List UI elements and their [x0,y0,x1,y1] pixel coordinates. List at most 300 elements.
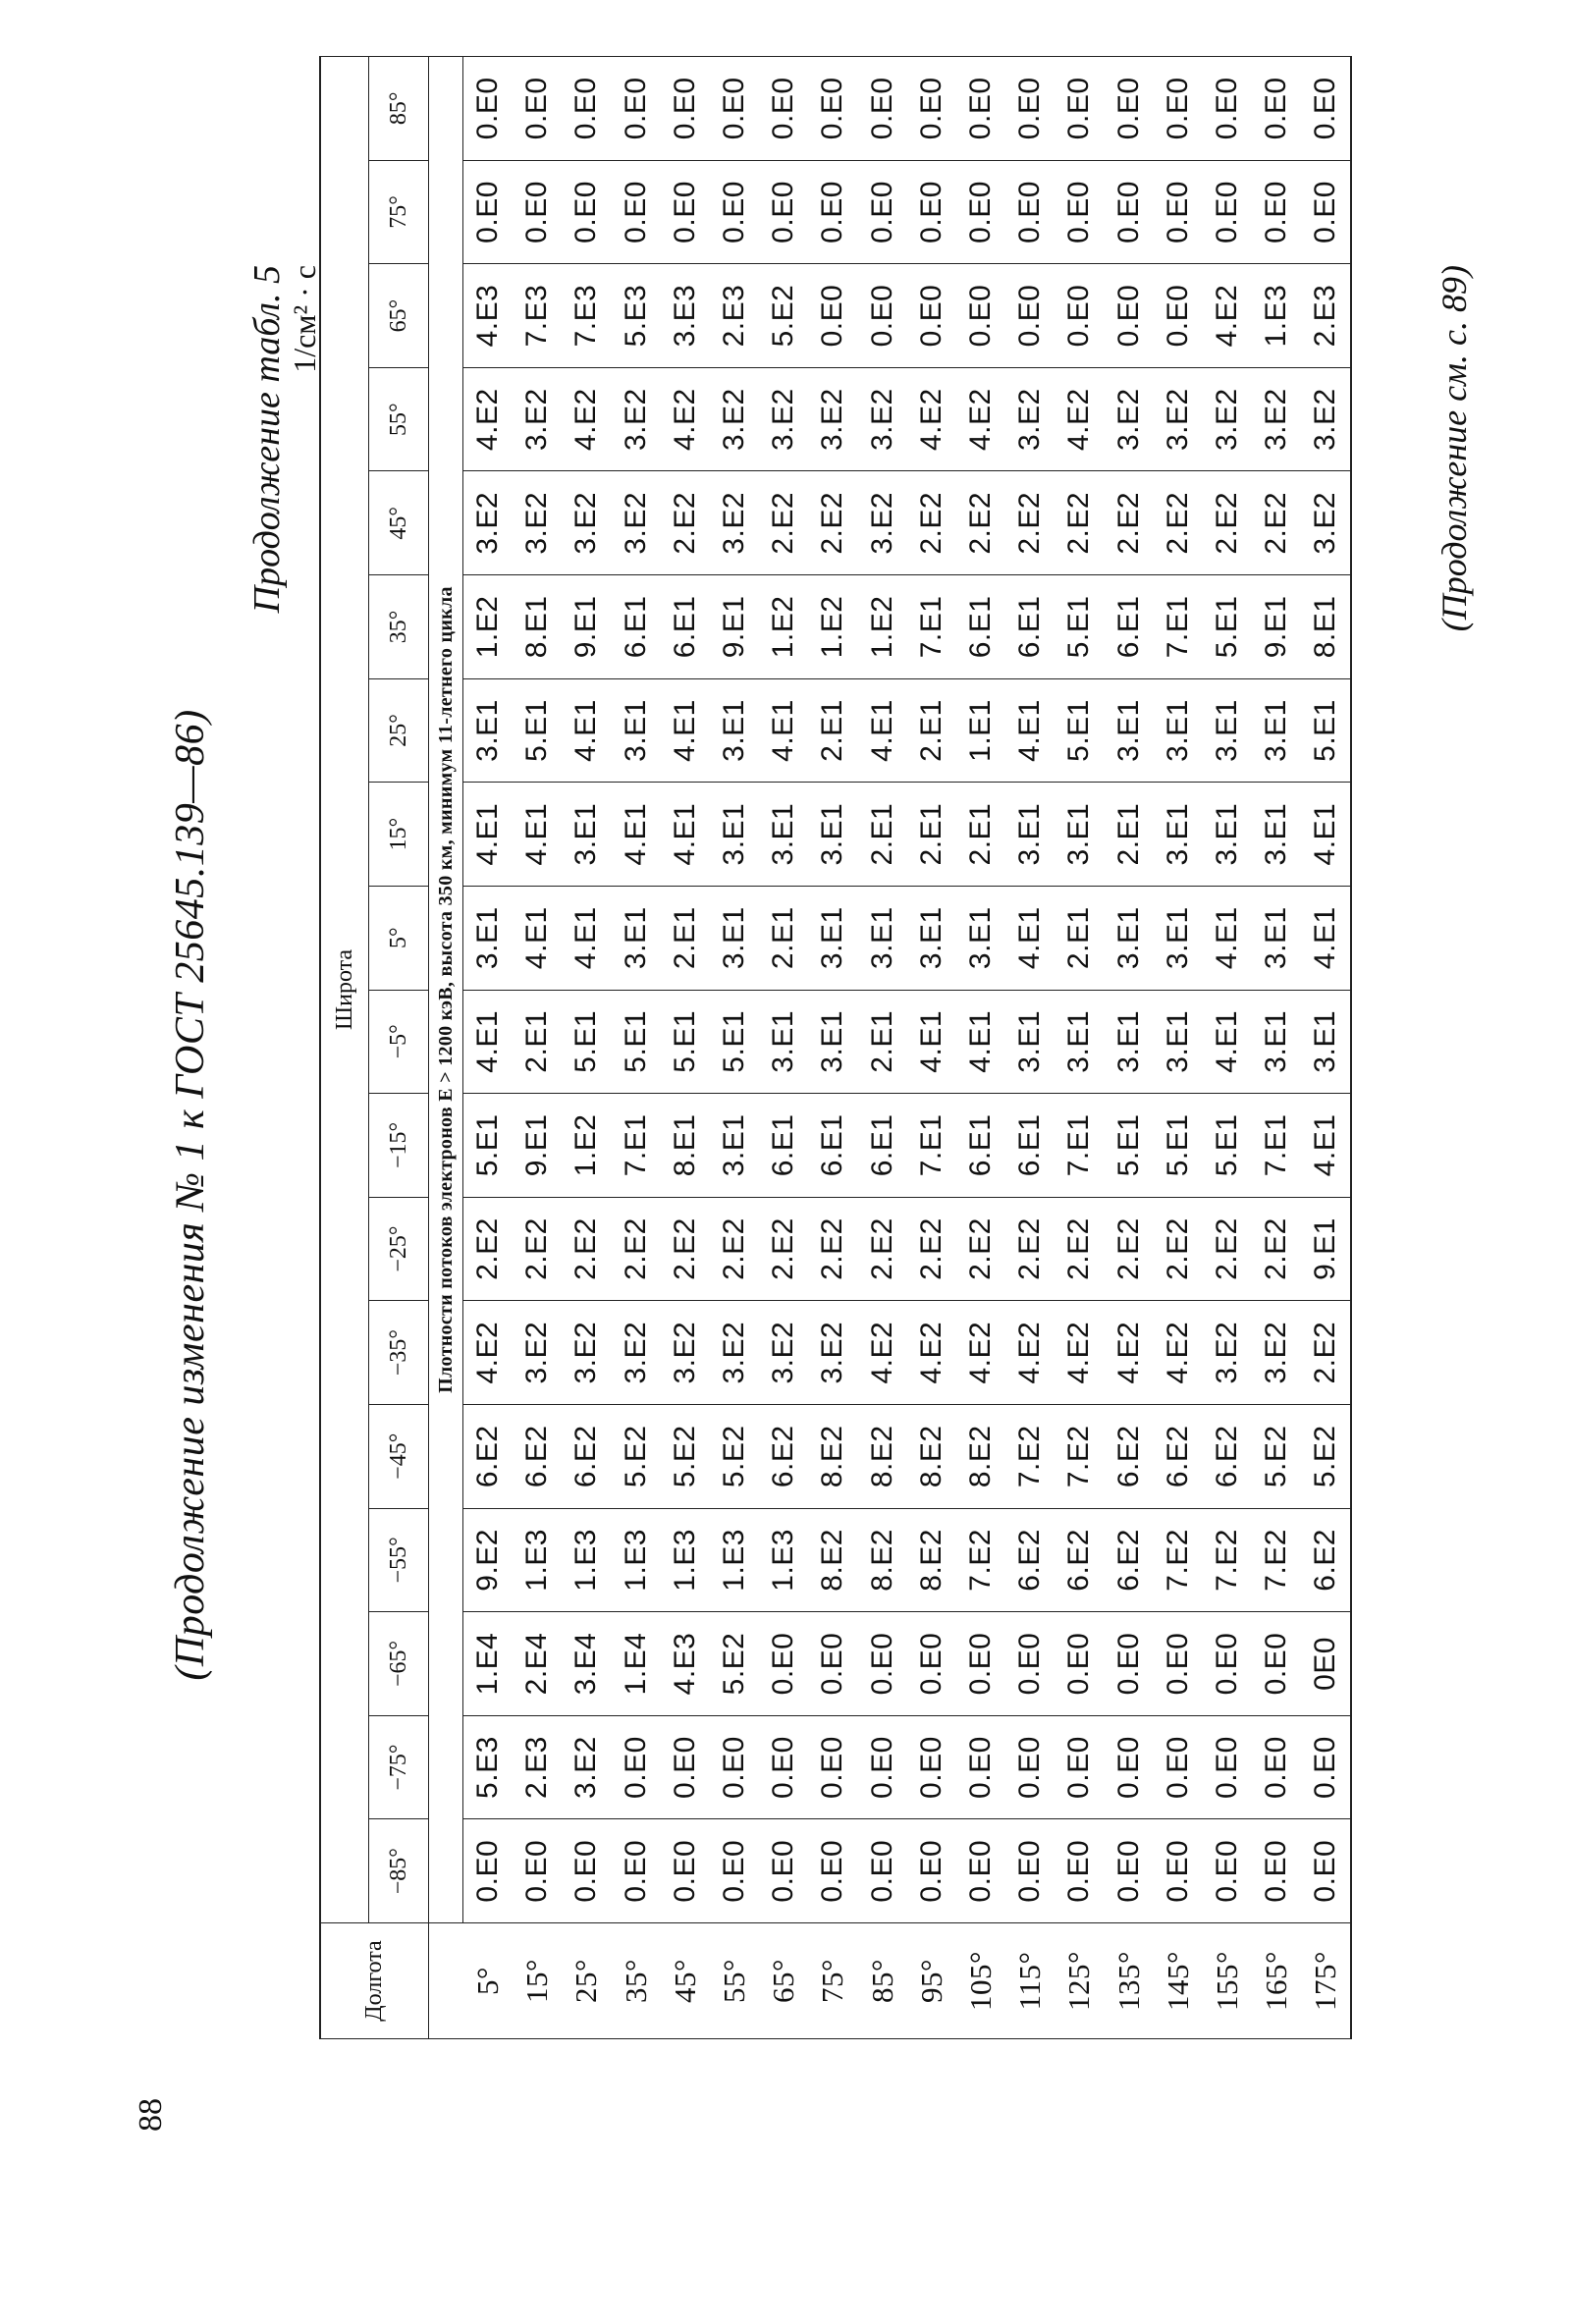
flux-value-cell: 2.E2 [661,1197,710,1301]
flux-value-cell: 8.E2 [808,1404,857,1508]
table-row [1055,57,1104,2039]
flux-value-cell: 9.E1 [513,1094,562,1198]
longitude-cell: 135° [1104,1923,1153,2039]
flux-value-cell: 3.E2 [858,471,907,575]
flux-value-cell: 7.E3 [513,264,562,368]
subheader-row [429,57,463,2039]
flux-value-cell: 3.E1 [1252,678,1301,783]
flux-value-cell: 0.E0 [858,160,907,264]
table-row [808,57,857,2039]
flux-value-cell: 0.E0 [759,160,808,264]
flux-value-cell: 7.E1 [907,575,956,679]
flux-value-cell: 0.E0 [1203,1819,1252,1923]
flux-value-cell: 5.E1 [612,990,661,1094]
flux-value-cell: 2.E1 [661,886,710,990]
longitude-cell: 45° [661,1923,710,2039]
flux-value-cell: 6.E1 [759,1094,808,1198]
flux-value-cell: 3.E2 [858,367,907,471]
flux-value-cell: 0.E0 [1055,160,1104,264]
flux-value-cell: 3.E1 [759,990,808,1094]
table-row [1154,57,1203,2039]
flux-value-cell: 3.E2 [808,1301,857,1405]
flux-value-cell: 5.E2 [710,1612,759,1716]
flux-value-cell: 5.E1 [562,990,611,1094]
flux-value-cell: 0.E0 [1055,1819,1104,1923]
flux-value-cell: 3.E1 [562,783,611,887]
flux-value-cell: 3.E2 [759,1301,808,1405]
flux-value-cell: 3.E1 [612,678,661,783]
flux-value-cell: 0.E0 [612,57,661,161]
longitude-cell: 55° [710,1923,759,2039]
flux-value-cell: 7.E3 [562,264,611,368]
flux-value-cell: 4.E1 [661,783,710,887]
flux-value-cell: 3.E4 [562,1612,611,1716]
latitude-col-header: −55° [369,1508,429,1612]
latitude-col-header: 65° [369,264,429,368]
flux-value-cell: 5.E2 [1252,1404,1301,1508]
flux-value-cell: 5.E1 [1154,1094,1203,1198]
flux-value-cell: 3.E2 [513,1301,562,1405]
flux-value-cell: 0.E0 [1154,1612,1203,1716]
flux-value-cell: 3.E1 [710,783,759,887]
latitude-col-header: 15° [369,783,429,887]
flux-value-cell: 0.E0 [1055,1715,1104,1819]
longitude-cell: 175° [1301,1923,1351,2039]
flux-value-cell: 2.E2 [1252,1197,1301,1301]
table-row [513,57,562,2039]
flux-value-cell: 0.E0 [1005,1715,1055,1819]
flux-value-cell: 3.E2 [612,1301,661,1405]
latitude-col-header: −5° [369,990,429,1094]
flux-value-cell: 0.E0 [956,264,1005,368]
flux-value-cell: 0.E0 [1055,264,1104,368]
flux-value-cell: 3.E2 [759,367,808,471]
flux-value-cell: 0.E0 [858,264,907,368]
flux-value-cell: 7.E1 [1055,1094,1104,1198]
flux-value-cell: 0.E0 [1104,264,1153,368]
flux-value-cell: 2.E2 [513,1197,562,1301]
flux-value-cell: 3.E1 [1154,678,1203,783]
flux-value-cell: 3.E1 [710,886,759,990]
flux-value-cell: 0.E0 [907,1612,956,1716]
flux-value-cell: 0.E0 [1005,1612,1055,1716]
flux-value-cell: 0.E0 [661,160,710,264]
flux-value-cell: 3.E1 [1104,886,1153,990]
flux-value-cell: 0.E0 [1203,1612,1252,1716]
flux-value-cell: 3.E1 [612,886,661,990]
flux-value-cell: 0.E0 [661,1715,710,1819]
flux-value-cell: 0.E0 [1005,160,1055,264]
flux-value-cell: 3.E1 [759,783,808,887]
table-row [1301,57,1351,2039]
flux-value-cell: 1.E3 [513,1508,562,1612]
latitude-col-header: 75° [369,160,429,264]
flux-value-cell: 1.E3 [562,1508,611,1612]
flux-value-cell: 5.E1 [463,1094,514,1198]
flux-value-cell: 4.E1 [562,678,611,783]
flux-value-cell: 7.E1 [1252,1094,1301,1198]
table-row [1104,57,1153,2039]
flux-value-cell: 0.E0 [1005,1819,1055,1923]
latitude-col-header: −65° [369,1612,429,1716]
flux-value-cell: 0.E0 [858,1612,907,1716]
latitude-col-header: 25° [369,678,429,783]
flux-value-cell: 0.E0 [956,160,1005,264]
electron-flux-table [319,56,1352,2039]
flux-value-cell: 6.E1 [612,575,661,679]
flux-value-cell: 0.E0 [907,160,956,264]
flux-value-cell: 1.E3 [661,1508,710,1612]
flux-value-cell: 0.E0 [808,1612,857,1716]
flux-value-cell: 6.E1 [1005,1094,1055,1198]
longitude-cell: 95° [907,1923,956,2039]
flux-value-cell: 4.E2 [661,367,710,471]
flux-value-cell: 4.E2 [907,367,956,471]
flux-value-cell: 2.E2 [1055,1197,1104,1301]
flux-value-cell: 4.E1 [661,678,710,783]
flux-value-cell: 4.E2 [463,1301,514,1405]
flux-value-cell: 0.E0 [1104,160,1153,264]
flux-value-cell: 3.E1 [1301,990,1351,1094]
flux-value-cell: 2.E2 [907,1197,956,1301]
longitude-cell: 25° [562,1923,611,2039]
flux-value-cell: 0.E0 [1252,160,1301,264]
flux-value-cell: 6.E2 [1055,1508,1104,1612]
flux-value-cell: 0.E0 [808,1819,857,1923]
flux-value-cell: 0.E0 [1005,57,1055,161]
flux-value-cell: 2.E2 [858,1197,907,1301]
flux-value-cell: 5.E1 [710,990,759,1094]
latitude-col-header: 35° [369,575,429,679]
flux-value-cell: 6.E1 [1104,575,1153,679]
flux-value-cell: 1.E2 [562,1094,611,1198]
flux-value-cell: 6.E1 [858,1094,907,1198]
longitude-cell: 75° [808,1923,857,2039]
flux-value-cell: 2.E2 [1203,471,1252,575]
flux-value-cell: 2.E2 [808,1197,857,1301]
latitude-header: Широта [320,57,369,1923]
flux-value-cell: 0.E0 [1203,160,1252,264]
flux-value-cell: 9.E2 [463,1508,514,1612]
flux-value-cell: 3.E1 [463,678,514,783]
longitude-cell: 105° [956,1923,1005,2039]
flux-value-cell: 3.E1 [1252,886,1301,990]
flux-value-cell: 0.E0 [1154,57,1203,161]
latitude-col-header: 55° [369,367,429,471]
flux-value-cell: 3.E1 [1203,783,1252,887]
flux-value-cell: 4.E1 [1203,886,1252,990]
flux-value-cell: 3.E1 [858,886,907,990]
flux-value-cell: 0.E0 [956,1612,1005,1716]
flux-value-cell: 2.E2 [1005,1197,1055,1301]
flux-value-cell: 4.E1 [562,886,611,990]
flux-value-cell: 1.E3 [710,1508,759,1612]
flux-value-cell: 2.E1 [808,678,857,783]
table-row [907,57,956,2039]
flux-value-cell: 2.E4 [513,1612,562,1716]
flux-value-cell: 7.E1 [907,1094,956,1198]
flux-value-cell: 6.E1 [956,575,1005,679]
flux-value-cell: 0.E0 [612,160,661,264]
flux-value-cell: 0.E0 [759,1612,808,1716]
flux-value-cell: 3.E1 [1005,990,1055,1094]
flux-value-cell: 0.E0 [1252,1715,1301,1819]
flux-value-cell: 3.E3 [661,264,710,368]
flux-value-cell: 3.E1 [1252,783,1301,887]
flux-value-cell: 0.E0 [710,1819,759,1923]
flux-value-cell: 7.E2 [1055,1404,1104,1508]
flux-value-cell: 4.E1 [956,990,1005,1094]
flux-value-cell: 2.E1 [907,678,956,783]
flux-value-cell: 0.E0 [463,1819,514,1923]
flux-value-cell: 3.E1 [710,1094,759,1198]
flux-value-cell: 0.E0 [463,57,514,161]
longitude-cell: 165° [1252,1923,1301,2039]
flux-value-cell: 2.E1 [513,990,562,1094]
flux-value-cell: 2.E1 [1104,783,1153,887]
flux-value-cell: 6.E1 [1005,575,1055,679]
flux-value-cell: 0.E0 [710,57,759,161]
flux-value-cell: 3.E2 [1104,367,1153,471]
flux-value-cell: 6.E2 [1104,1508,1153,1612]
latitude-header-row [369,57,429,2039]
flux-value-cell: 3.E1 [907,886,956,990]
flux-value-cell: 3.E1 [1055,783,1104,887]
flux-value-cell: 0.E0 [1104,57,1153,161]
flux-value-cell: 4.E1 [907,990,956,1094]
flux-value-cell: 4.E1 [1005,886,1055,990]
longitude-cell: 125° [1055,1923,1104,2039]
flux-value-cell: 4.E2 [858,1301,907,1405]
flux-value-cell: 2.E2 [661,471,710,575]
flux-value-cell: 4.E2 [1005,1301,1055,1405]
flux-value-cell: 5.E1 [1301,678,1351,783]
flux-value-cell: 4.E1 [1005,678,1055,783]
flux-value-cell: 0.E0 [907,1715,956,1819]
flux-value-cell: 4.E2 [1203,264,1252,368]
flux-value-cell: 8.E2 [907,1508,956,1612]
flux-value-cell: 3.E2 [1301,471,1351,575]
flux-value-cell: 6.E2 [463,1404,514,1508]
flux-value-cell: 2.E1 [759,886,808,990]
flux-value-cell: 3.E2 [661,1301,710,1405]
flux-value-cell: 3.E2 [1252,1301,1301,1405]
flux-value-cell: 0.E0 [1104,1819,1153,1923]
page-header: (Продолжение изменения № 1 к ГОСТ 25645.139—86) [168,709,213,1681]
flux-value-cell: 4.E1 [1301,783,1351,887]
flux-value-cell: 0.E0 [1301,1715,1351,1819]
flux-value-cell: 4.E1 [513,783,562,887]
flux-value-cell: 1.E1 [956,678,1005,783]
latitude-col-header: 85° [369,57,429,161]
flux-value-cell: 9.E1 [710,575,759,679]
flux-value-cell: 2.E1 [907,783,956,887]
flux-value-cell: 3.E1 [1203,678,1252,783]
flux-value-cell: 2.E1 [956,783,1005,887]
flux-value-cell: 6.E2 [1203,1404,1252,1508]
flux-value-cell: 7.E1 [1154,575,1203,679]
flux-value-cell: 2.E2 [1154,1197,1203,1301]
flux-value-cell: 0.E0 [1203,57,1252,161]
flux-value-cell: 4.E2 [956,367,1005,471]
flux-value-cell: 4.E2 [1055,367,1104,471]
flux-value-cell: 4.E1 [513,886,562,990]
flux-value-cell: 1.E4 [612,1612,661,1716]
flux-value-cell: 8.E1 [661,1094,710,1198]
flux-value-cell: 0.E0 [1104,1612,1153,1716]
flux-value-cell: 0.E0 [1301,160,1351,264]
flux-value-cell: 6.E2 [562,1404,611,1508]
flux-value-cell: 0.E0 [907,57,956,161]
flux-value-cell: 3.E2 [710,1301,759,1405]
subheader-spacer [429,1923,463,2039]
flux-value-cell: 5.E3 [463,1715,514,1819]
flux-value-cell: 4.E2 [1154,1301,1203,1405]
flux-value-cell: 0.E0 [808,1715,857,1819]
footer-continuation: (Продолжение см. с. 89) [1434,265,1474,632]
latitude-col-header: −85° [369,1819,429,1923]
flux-value-cell: 0.E0 [463,160,514,264]
flux-value-cell: 7.E1 [612,1094,661,1198]
flux-value-cell: 4.E2 [562,367,611,471]
flux-value-cell: 4.E1 [1301,886,1351,990]
table-row [612,57,661,2039]
flux-value-cell: 0.E0 [513,57,562,161]
flux-value-cell: 4.E2 [907,1301,956,1405]
longitude-header: Долгота [320,1923,429,2039]
flux-value-cell: 5.E2 [759,264,808,368]
longitude-cell: 85° [858,1923,907,2039]
table-row [562,57,611,2039]
flux-value-cell: 3.E1 [808,783,857,887]
flux-value-cell: 0.E0 [513,1819,562,1923]
flux-value-cell: 4.E1 [759,678,808,783]
flux-value-cell: 0.E0 [661,1819,710,1923]
latitude-col-header: 45° [369,471,429,575]
flux-value-cell: 2.E2 [956,1197,1005,1301]
flux-value-cell: 0.E0 [907,1819,956,1923]
flux-value-cell: 8.E1 [513,575,562,679]
flux-value-cell: 2.E2 [1301,1301,1351,1405]
flux-value-cell: 0.E0 [710,1715,759,1819]
flux-value-cell: 8.E2 [907,1404,956,1508]
flux-value-cell: 5.E1 [1203,575,1252,679]
flux-value-cell: 3.E1 [1154,990,1203,1094]
flux-value-cell: 3.E2 [1252,367,1301,471]
flux-value-cell: 4.E1 [463,783,514,887]
flux-value-cell: 6.E2 [1301,1508,1351,1612]
flux-value-cell: 4.E2 [1055,1301,1104,1405]
flux-value-cell: 6.E1 [956,1094,1005,1198]
flux-value-cell: 2.E2 [907,471,956,575]
flux-value-cell: 3.E2 [463,471,514,575]
flux-value-cell: 5.E2 [710,1404,759,1508]
flux-value-cell: 3.E2 [513,367,562,471]
flux-value-cell: 0.E0 [1154,1715,1203,1819]
flux-value-cell: 2.E1 [858,783,907,887]
flux-value-cell: 1.E3 [1252,264,1301,368]
flux-value-cell: 3.E2 [1301,367,1351,471]
flux-value-cell: 3.E1 [1055,990,1104,1094]
table-row [759,57,808,2039]
flux-value-cell: 3.E2 [612,367,661,471]
flux-value-cell: 5.E1 [1055,678,1104,783]
flux-value-cell: 5.E1 [1055,575,1104,679]
flux-value-cell: 3.E1 [1104,990,1153,1094]
flux-value-cell: 2.E2 [1055,471,1104,575]
table-row [956,57,1005,2039]
flux-value-cell: 2.E1 [1055,886,1104,990]
flux-value-cell: 3.E2 [513,471,562,575]
flux-value-cell: 2.E3 [1301,264,1351,368]
flux-value-cell: 1.E2 [759,575,808,679]
longitude-cell: 15° [513,1923,562,2039]
flux-value-cell: 5.E1 [513,678,562,783]
flux-value-cell: 8.E2 [858,1404,907,1508]
latitude-col-header: −25° [369,1197,429,1301]
flux-value-cell: 3.E2 [562,471,611,575]
flux-value-cell: 0.E0 [858,57,907,161]
flux-value-cell: 4.E1 [858,678,907,783]
longitude-cell: 35° [612,1923,661,2039]
flux-value-cell: 3.E2 [562,1301,611,1405]
flux-value-cell: 2.E2 [956,471,1005,575]
flux-value-cell: 5.E2 [661,1404,710,1508]
flux-value-cell: 6.E2 [759,1404,808,1508]
table-row [1005,57,1055,2039]
flux-value-cell: 4.E1 [612,783,661,887]
flux-value-cell: 0.E0 [956,1819,1005,1923]
flux-value-cell: 0.E0 [956,1715,1005,1819]
flux-value-cell: 9.E1 [1301,1197,1351,1301]
flux-value-cell: 0.E0 [1104,1715,1153,1819]
flux-value-cell: 1.E3 [759,1508,808,1612]
flux-value-cell: 2.E2 [808,471,857,575]
flux-value-cell: 2.E2 [1203,1197,1252,1301]
flux-value-cell: 3.E1 [1154,783,1203,887]
flux-value-cell: 0.E0 [612,1819,661,1923]
flux-value-cell: 2.E2 [759,471,808,575]
flux-value-cell: 3.E1 [808,990,857,1094]
units-label: 1/см² · с [287,265,322,373]
flux-value-cell: 0.E0 [1005,264,1055,368]
flux-value-cell: 3.E2 [710,367,759,471]
flux-value-cell: 3.E1 [463,886,514,990]
flux-value-cell: 3.E1 [808,886,857,990]
table-row [463,57,514,2039]
flux-value-cell: 3.E2 [1203,1301,1252,1405]
flux-value-cell: 7.E2 [1154,1508,1203,1612]
flux-value-cell: 0.E0 [808,264,857,368]
flux-value-cell: 0.E0 [858,1715,907,1819]
flux-value-cell: 6.E1 [808,1094,857,1198]
flux-value-cell: 0.E0 [1154,160,1203,264]
flux-value-cell: 3.E1 [710,678,759,783]
latitude-col-header: −15° [369,1094,429,1198]
flux-value-cell: 1.E2 [463,575,514,679]
flux-value-cell: 3.E2 [612,471,661,575]
flux-value-cell: 3.E1 [1005,783,1055,887]
flux-value-cell: 2.E2 [463,1197,514,1301]
flux-value-cell: 3.E2 [808,367,857,471]
latitude-col-header: −35° [369,1301,429,1405]
flux-value-cell: 0.E0 [907,264,956,368]
flux-value-cell: 2.E2 [1154,471,1203,575]
flux-value-cell: 9.E1 [562,575,611,679]
flux-value-cell: 0.E0 [808,57,857,161]
flux-value-cell: 5.E2 [1301,1404,1351,1508]
flux-value-cell: 0.E0 [710,160,759,264]
